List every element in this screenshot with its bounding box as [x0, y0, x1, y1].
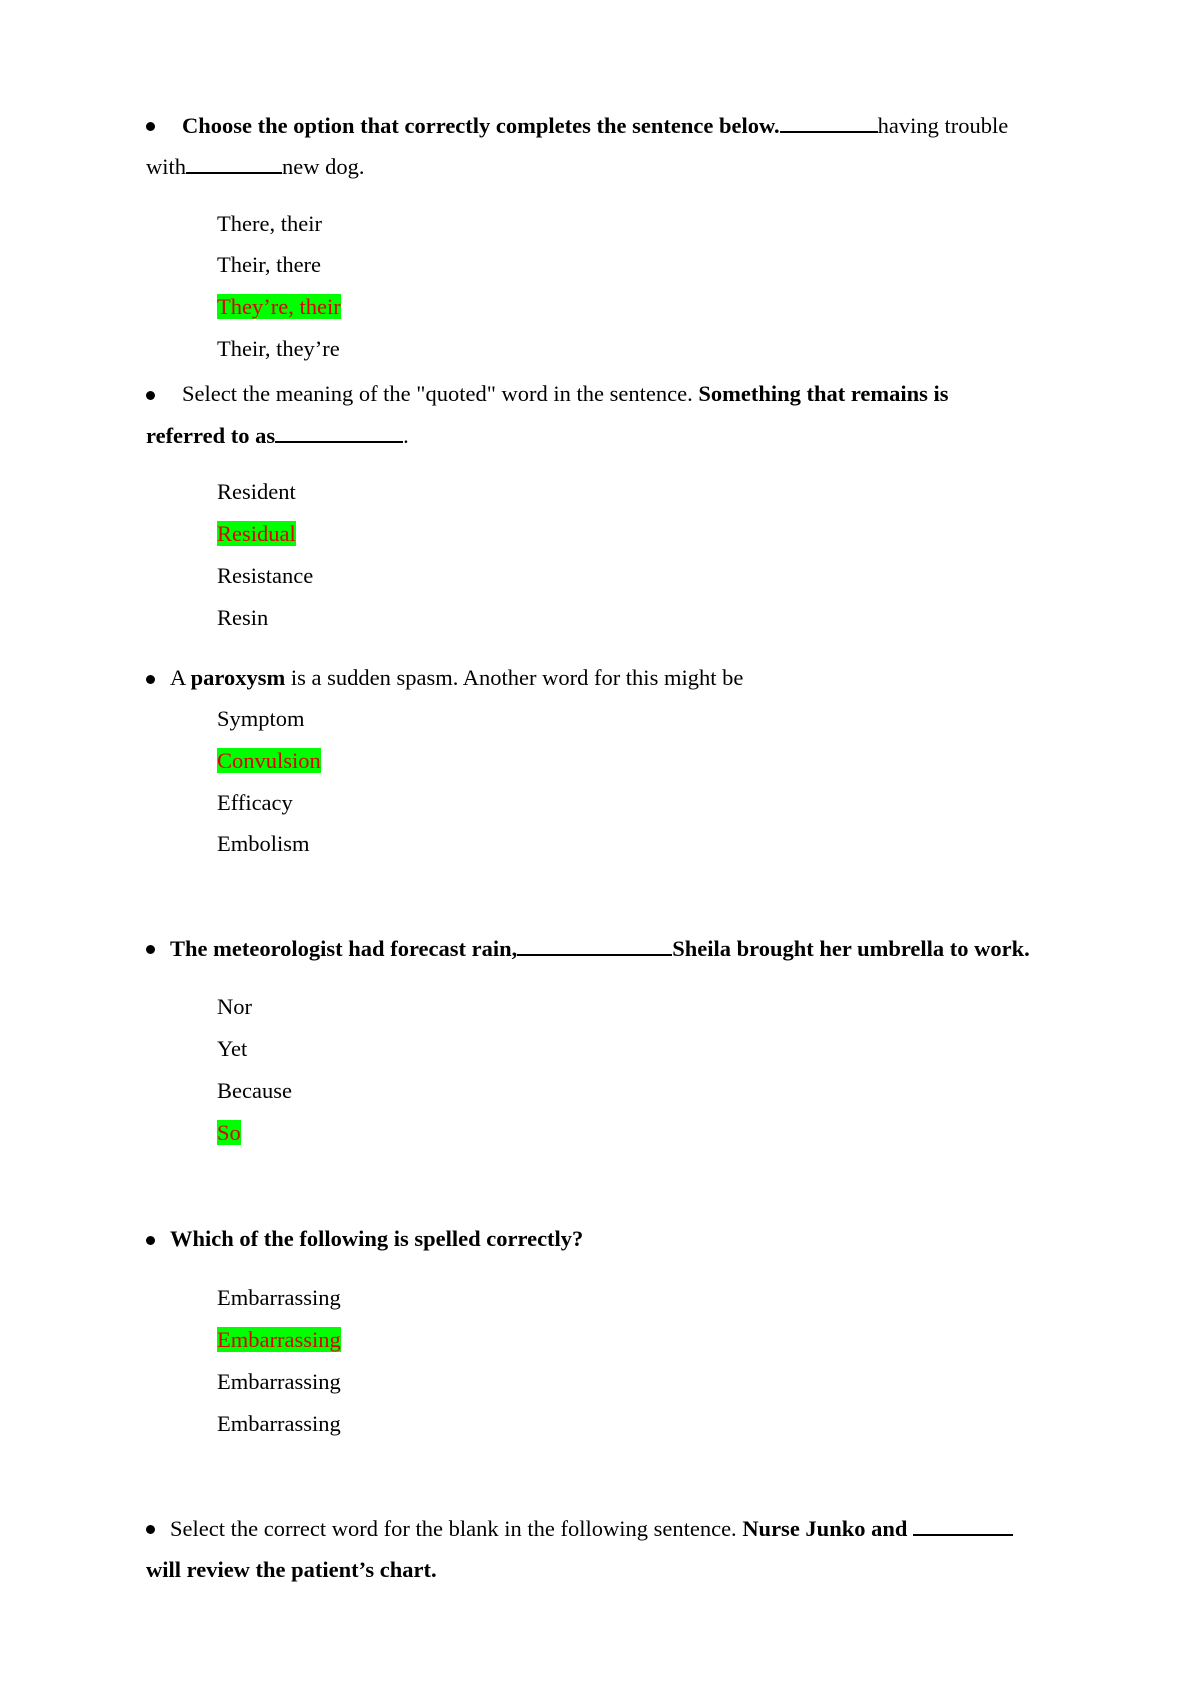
question-1-line-1 [182, 111, 1008, 140]
option-text: Because [217, 1078, 292, 1103]
question-2-bold-2: referred to as [146, 423, 276, 448]
question-3-term: paroxysm [190, 665, 286, 690]
option-text: Yet [217, 1036, 248, 1061]
bullet-icon [146, 945, 155, 954]
question-3-line [170, 664, 743, 692]
question-5-prompt: Which of the following is spelled correctly? [170, 1226, 584, 1251]
option-text: Resin [217, 605, 269, 630]
answer-blank [780, 111, 878, 133]
option-text: Embarrassing [217, 1411, 341, 1436]
question-5-line [170, 1225, 583, 1253]
question-6-line-2 [146, 1556, 437, 1584]
question-2-bold-1: Something that remains is [698, 381, 949, 406]
highlighted-answer: Residual [217, 521, 296, 546]
bullet-icon [146, 1236, 155, 1245]
question-2-intro: Select the meaning of the "quoted" word in the sentence. [182, 381, 693, 406]
option-text: Resistance [217, 563, 314, 588]
bullet-icon [146, 391, 155, 400]
highlighted-answer: They’re, their [217, 294, 341, 319]
question-3-rest: is a sudden spasm. Another word for this might be [290, 665, 744, 690]
bullet-icon [146, 1525, 155, 1534]
option-text: Nor [217, 994, 252, 1019]
question-6-bold-1: Nurse Junko and [742, 1516, 908, 1541]
option-text: Their, there [217, 252, 322, 277]
question-6-intro: Select the correct word for the blank in the following sentence. [170, 1516, 737, 1541]
option-text: There, their [217, 211, 322, 236]
period: . [403, 423, 409, 448]
question-1-with: with [146, 154, 187, 179]
answer-blank [186, 152, 282, 174]
correct-option [217, 293, 341, 321]
highlighted-answer: So [217, 1120, 241, 1145]
question-1-prompt: Choose the option that correctly completes the sentence below. [182, 113, 780, 138]
question-4-line [170, 934, 1030, 963]
bullet-icon [146, 122, 155, 131]
option-text: Symptom [217, 706, 305, 731]
option-text: Embarrassing [217, 1369, 341, 1394]
question-6-bold-2: will review the patient’s chart. [146, 1557, 437, 1582]
option-text: Their, they’re [217, 336, 340, 361]
answer-blank [517, 934, 672, 956]
option-text: Embolism [217, 831, 310, 856]
question-2-line-2 [146, 421, 409, 450]
answer-blank [275, 421, 403, 443]
question-1-tail: having trouble [877, 113, 1009, 138]
question-3-article: A [170, 665, 186, 690]
bullet-icon [146, 675, 155, 684]
option-text: Efficacy [217, 790, 293, 815]
correct-option [217, 520, 296, 548]
highlighted-answer: Embarrassing [217, 1327, 341, 1352]
question-2-line-1 [182, 380, 949, 408]
highlighted-answer: Convulsion [217, 748, 321, 773]
correct-option [217, 1326, 341, 1354]
question-4-part-1: The meteorologist had forecast rain, [170, 936, 518, 961]
question-4-part-2: Sheila brought her umbrella to work. [672, 936, 1030, 961]
answer-blank [913, 1514, 1013, 1536]
option-text: Resident [217, 479, 296, 504]
question-6-line-1 [170, 1514, 1013, 1543]
question-1-tail-2: new dog. [282, 154, 365, 179]
correct-option [217, 747, 321, 775]
option-text: Embarrassing [217, 1285, 341, 1310]
question-1-line-2 [146, 152, 365, 181]
correct-option [217, 1119, 241, 1147]
